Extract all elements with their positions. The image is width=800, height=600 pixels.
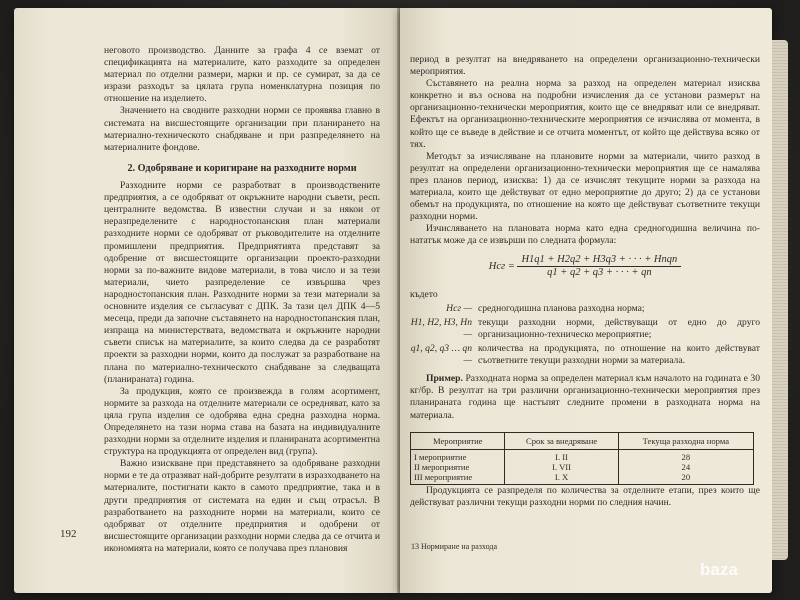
formula-numerator: H1q1 + H2q2 + H3q3 + · · · + Hnqn: [517, 254, 681, 267]
formula-denominator: q1 + q2 + q3 + · · · + qn: [547, 266, 652, 278]
example-text: Разходната норма за определен материал към началото на годината е 30 кг/бр. В резултат на три различни организационно-технически мероприятия през планираната година ще настъпят следните промени в разходната норма на материала.: [410, 373, 761, 421]
table-cell-line: 20: [681, 471, 691, 482]
right-page-footer: 13 Нормиране на разхода: [411, 542, 498, 551]
table-cell: [411, 449, 505, 484]
definition-symbol: Hсг —: [446, 302, 472, 314]
section-heading: 2. Одобряване и коригиране на разходните норми: [127, 163, 357, 174]
table-cell: [618, 449, 753, 484]
definition-row: [410, 317, 760, 341]
example-label: Пример.: [426, 373, 463, 385]
where-label: където: [410, 288, 438, 300]
left-page-text-top: [104, 45, 380, 154]
definition-symbol: H1, H2, H3, Hn —: [410, 316, 472, 340]
table-cell-line: III мероприятие: [414, 471, 473, 482]
table-row: [411, 449, 754, 484]
table-header: Текуща разходна норма: [618, 432, 753, 449]
left-page-text-main: [104, 163, 380, 555]
table-header: Срок за внедряване: [505, 432, 618, 449]
formula-fraction: [517, 254, 681, 279]
definition-symbol: q1, q2, q3 … qn —: [410, 343, 472, 367]
table-cell-line: II мероприятие: [414, 461, 470, 472]
formula: [410, 254, 760, 279]
definition-row: [410, 343, 760, 367]
right-page-text: [410, 54, 760, 509]
table-cell-line: 24: [681, 461, 691, 472]
example-paragraph: [410, 373, 760, 421]
page-edges: [772, 40, 788, 560]
table-header: Мероприятие: [411, 432, 505, 449]
left-page-number: 192: [60, 528, 77, 540]
right-paragraph-3: Изчисляването на плановата норма като една средногодишна величина по-нататък може да се извърши по следната формула:: [410, 223, 760, 247]
definition-row: [410, 303, 760, 315]
table-cell-line: I. VII: [552, 461, 572, 472]
table-cell: [505, 449, 618, 484]
table-cell-line: I. II: [555, 451, 569, 462]
right-paragraph-2: Методът за изчисляване на плановите норми за материали, чиито разход в резултат на определени организационно-технически мероприятия ще се намалява през планов период, изисква: 1) да се изчислят текущите норми за разхода на материала, които ще действуват от едно мероприятие до друго; 2) да се установи обемът на продукцията, по отношение на която ще действуват съответните текущи разходни норми.: [410, 150, 760, 223]
right-paragraph-0: период в резултат на внедряването на определени организационно-технически мероприятия.: [410, 54, 760, 78]
table-cell-line: I мероприятие: [414, 451, 467, 462]
formula-lhs: Hсг =: [488, 260, 515, 272]
definition-text: средногодишна планова разходна норма;: [478, 302, 645, 314]
table-cell-line: 28: [681, 451, 691, 462]
left-intro-paragraph: неговото производство. Данните за графа 4 се вземат от спецификацията на материалите, като разходите за определен материал по отделни размери, марки и пр. се сумират, за да се изрази разходът за цялата група номенклатурна позиция по отношение на изделието.: [104, 45, 380, 105]
left-paragraph-3: За продукция, която се произвежда в голям асортимент, нормите за разхода на отделните материали се осредняват, като за цяла група изделия се одобрява една средна разходна норма. Определянето на тази норма става на базата на индивидуалните разходни норми за отделните изделия и планираната асортиментна структура на продукцията от определен вид (група).: [104, 385, 380, 458]
site-logo: [700, 560, 792, 592]
left-paragraph-1: Значението на сводните разходни норми се проявява главно в системата на висшестоящите организации при планирането на материално-техническото снабдяване и при разпределянето на материалните фондове.: [104, 105, 380, 153]
right-paragraph-1: Съставянето на реална норма за разход на определен материал изисква конкретно и въз основа на подробни изчисления да се установи размерът на организационно-технически мероприятия, които ще се внедряват или се внедряват. Ефектът на организационно-техническите мероприятия се изчислява от момента, в който ще се въведе в действие и се отчита моментът, от който ще действува всяко от тях.: [410, 78, 760, 150]
table-header-row: [411, 432, 754, 449]
left-paragraph-2: Разходните норми се разработват в производствените предприятия, а се одобряват от окръжните народни съвети, респ. централните ведомства. В известни случаи и за някои от неразпределените с народностопанския план материали разходните норми се одобряват от ръководителите на отделните промишлени предприятия. Предприятията представят за одобрение от висшестоящите организации проекто-разходни норми за по-важните видове материали, в това число и за тези материали, чието разпределение се извършва чрез народностопанския план. Разходните норми за тези материали за основните изделия се съгласуват с ДПК. За тази цел ДПК 4—5 месеца, преди да започне съставянето на народностопанския план, изпраща на министерствата, ведомствата и окръжните народни съвети списък на материалите, за които следва да се разработят проекти за разходни норми, които да послужат за разработване на плана по материално-техническото снабдяване за следващата (планираната) година.: [104, 180, 380, 385]
right-paragraph-4: Продукцията се разпределя по количества за отделните етапи, през които ще действуват различни текущи разходни норми по следния начин.: [410, 484, 760, 508]
measures-table: [410, 432, 754, 485]
definition-text: текущи разходни норми, действуващи от едно до друго организационно-техническо мероприятие;: [478, 316, 760, 340]
table-cell-line: I. X: [554, 471, 569, 482]
logo-text: baza: [700, 560, 738, 579]
definitions: [410, 303, 760, 367]
definition-text: количества на продукцията, по отношение на които действуват съответните текущи разходни норми за материала.: [478, 343, 760, 367]
left-paragraph-4: Важно изискване при представянето за одобряване разходни норми е те да отразяват най-добрите резултати в изразходването на материалите, постигнати както в самото предприятие, така и в други предприятия от системата на един и същ отрасъл. В разработването на разходните норми на материали, които се одобряват от отделните предприятия и одобрени от висшестоящите организации разходни норми следва да се отчита и икономията на материали, която се получава през плановия: [104, 458, 380, 554]
